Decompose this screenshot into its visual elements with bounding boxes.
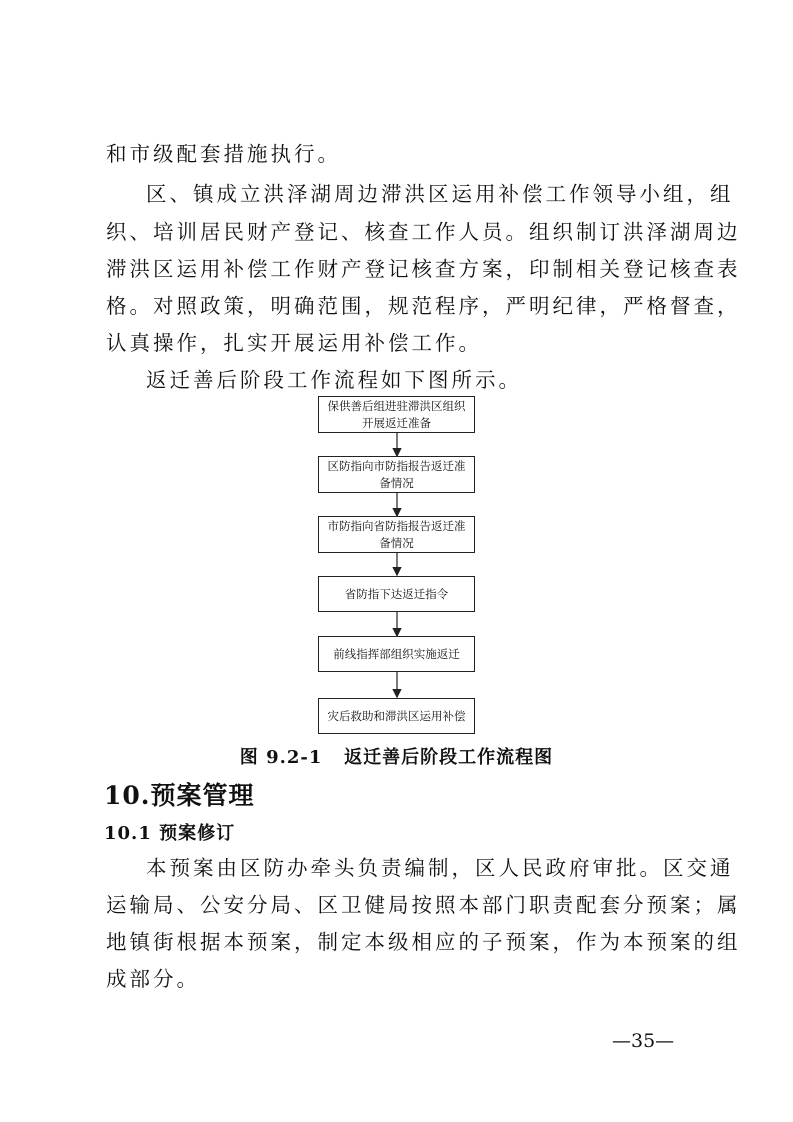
section-heading: 10.预案管理	[104, 781, 255, 810]
paragraph-line: 区、镇成立洪泽湖周边滞洪区运用补偿工作领导小组，组	[146, 182, 734, 206]
paragraph-line: 地镇街根据本预案，制定本级相应的子预案，作为本预案的组	[106, 930, 741, 954]
flow-step-label: 前线指挥部组织实施返迁	[333, 646, 460, 661]
flow-step-5	[318, 636, 475, 672]
paragraph-line: 和市级配套措施执行。	[106, 142, 341, 166]
flow-step-label: 区防指向市防指报告返迁准备情况	[327, 458, 466, 490]
flow-step-label: 保供善后组进驻滞洪区组织开展返迁准备	[327, 398, 466, 430]
paragraph-line: 滞洪区运用补偿工作财产登记核查方案，印制相关登记核查表	[106, 257, 741, 281]
flow-step-label: 市防指向省防指报告返迁准备情况	[327, 518, 466, 550]
paragraph-line: 织、培训居民财产登记、核查工作人员。组织制订洪泽湖周边	[106, 220, 741, 244]
flow-step-1	[318, 396, 475, 433]
flow-step-4	[318, 576, 475, 612]
paragraph-line: 运输局、公安分局、区卫健局按照本部门职责配套分预案；属	[106, 893, 741, 917]
flow-step-label: 省防指下达返迁指令	[344, 586, 449, 601]
flow-step-label: 灾后救助和滞洪区运用补偿	[327, 708, 466, 723]
flow-step-6	[318, 698, 475, 734]
paragraph-line: 返迁善后阶段工作流程如下图所示。	[146, 368, 522, 392]
flow-step-3	[318, 516, 475, 553]
paragraph-line: 格。对照政策，明确范围，规范程序，严明纪律，严格督查，	[106, 294, 741, 318]
subsection-heading: 10.1 预案修订	[104, 823, 236, 844]
paragraph-line: 成部分。	[106, 967, 200, 991]
paragraph-line: 本预案由区防办牵头负责编制，区人民政府审批。区交通	[146, 856, 734, 880]
paragraph-line: 认真操作，扎实开展运用补偿工作。	[106, 331, 482, 355]
flow-step-2	[318, 456, 475, 493]
page-number: —35—	[612, 1030, 675, 1052]
figure-caption: 图 9.2-1 返迁善后阶段工作流程图	[239, 747, 554, 768]
